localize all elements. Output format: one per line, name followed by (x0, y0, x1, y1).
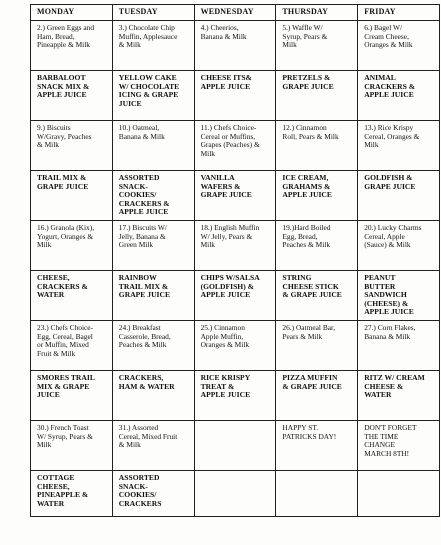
menu-cell-text: PRETZELS & GRAPE JUICE (282, 73, 334, 91)
menu-cell-text: ICE CREAM, GRAHAMS & APPLE JUICE (282, 173, 332, 200)
menu-cell-text: YELLOW CAKE W/ CHOCOLATE ICING & GRAPE JUICE (118, 73, 180, 108)
menu-cell-text: RICE KRISPY TREAT & APPLE JUICE (200, 373, 251, 400)
menu-cell-text: 20.) Lucky Charms Cereal, Apple (Sauce) & Milk (364, 223, 422, 250)
menu-cell-text: ASSORTED SNACK- COOKIES/ CRACKERS & APPLE JUICE (118, 173, 170, 217)
menu-cell (31, 221, 113, 271)
menu-cell-text: 16.) Granola (Kix), Yogurt, Oranges & Milk (37, 223, 95, 250)
menu-cell-text: ANIMAL CRACKERS & APPLE JUICE (364, 73, 416, 100)
menu-cell (358, 271, 440, 321)
menu-cell (276, 121, 358, 171)
menu-cell (276, 171, 358, 221)
menu-cell-text: HAPPY ST. PATRICKS DAY! (282, 423, 337, 441)
menu-cell-text: 6.) Bagel W/ Cream Cheese, Oranges & Milk (364, 23, 413, 50)
menu-cell (112, 171, 194, 221)
menu-cell-text: 25.) Cinnamon Apple Muffin, Oranges & Milk (200, 323, 250, 350)
menu-cell (112, 221, 194, 271)
menu-cell (112, 21, 194, 71)
menu-cell (276, 471, 358, 517)
menu-cell-text: 17.) Biscuits W/ Jelly, Banana & Green Milk (118, 223, 167, 250)
menu-cell-text: PEANUT BUTTER SANDWICH (CHEESE) & APPLE JUICE (364, 273, 414, 317)
menu-body (31, 21, 440, 517)
menu-cell-text: SMORES TRAIL MIX & GRAPE JUICE (37, 373, 95, 400)
snack-row (31, 171, 440, 221)
menu-cell (31, 321, 113, 371)
menu-cell-text: 30.) French Toast W/ Syrup, Pears & Milk (37, 423, 93, 450)
menu-cell (358, 371, 440, 421)
menu-cell-text: CHIPS W/SALSA (GOLDFISH) & APPLE JUICE (200, 273, 260, 300)
menu-cell (194, 21, 276, 71)
menu-cell (112, 271, 194, 321)
menu-cell-text: STRING CHEESE STICK & GRAPE JUICE (282, 273, 342, 300)
menu-cell (31, 121, 113, 171)
menu-cell (112, 421, 194, 471)
menu-cell (194, 421, 276, 471)
menu-cell-text: 19.)Hard Boiled Egg, Bread, Peaches & Milk (282, 223, 331, 250)
menu-cell (358, 471, 440, 517)
menu-cell (31, 21, 113, 71)
menu-cell-text: 26.) Oatmeal Bar, Pears & Milk (282, 323, 336, 341)
menu-cell-text: 10.) Oatmeal, Banana & Milk (118, 123, 165, 141)
menu-cell (194, 271, 276, 321)
menu-cell (31, 271, 113, 321)
menu-cell (31, 171, 113, 221)
menu-cell-text: GOLDFISH & GRAPE JUICE (364, 173, 416, 191)
menu-cell-text: DON'T FORGET THE TIME CHANGE MARCH 8TH! (364, 423, 417, 458)
menu-cell (276, 71, 358, 121)
menu-cell (31, 421, 113, 471)
menu-cell-text: 12.) Cinnamon Roll, Pears & Milk (282, 123, 339, 141)
header-row (31, 5, 440, 21)
menu-cell (276, 221, 358, 271)
meal-row (31, 121, 440, 171)
snack-row (31, 271, 440, 321)
menu-cell (358, 321, 440, 371)
header-tuesday: TUESDAY (112, 5, 194, 21)
menu-sheet (30, 4, 440, 517)
menu-cell-text: 23.) Chefs Choice- Egg, Cereal, Bagel or Muffin, Mixed Fruit & Milk (37, 323, 94, 358)
menu-cell-text: VANILLA WAFERS & GRAPE JUICE (200, 173, 252, 200)
menu-cell-text: 27.) Corn Flakes, Banana & Milk (364, 323, 416, 341)
snack-row (31, 471, 440, 517)
header-wednesday: WEDNESDAY (194, 5, 276, 21)
menu-cell (112, 71, 194, 121)
menu-cell (194, 121, 276, 171)
menu-cell-text: 9.) Biscuits W/Gravy, Peaches & Milk (37, 123, 92, 150)
menu-cell (358, 21, 440, 71)
menu-cell-text: RAINBOW TRAIL MIX & GRAPE JUICE (118, 273, 171, 300)
menu-cell (194, 321, 276, 371)
menu-cell (31, 71, 113, 121)
menu-cell (276, 21, 358, 71)
menu-cell-text: BARBALOOT SNACK MIX & APPLE JUICE (37, 73, 90, 100)
menu-cell (194, 71, 276, 121)
menu-cell (112, 321, 194, 371)
menu-cell-text: PIZZA MUFFIN & GRAPE JUICE (282, 373, 342, 391)
menu-cell (194, 471, 276, 517)
meal-row (31, 21, 440, 71)
menu-cell (276, 271, 358, 321)
meal-row (31, 321, 440, 371)
menu-cell (112, 121, 194, 171)
menu-cell (31, 471, 113, 517)
menu-cell (276, 371, 358, 421)
menu-cell-text: TRAIL MIX & GRAPE JUICE (37, 173, 89, 191)
menu-cell (31, 371, 113, 421)
menu-cell-text: RITZ W/ CREAM CHEESE & WATER (364, 373, 425, 400)
menu-cell (358, 121, 440, 171)
menu-cell-text: 4.) Cheerios, Banana & Milk (200, 23, 247, 41)
menu-cell-text: 3.) Chocolate Chip Muffin, Applesauce & Milk (118, 23, 178, 50)
menu-cell-text: 18.) English Muffin W/ Jelly, Pears & Milk (200, 223, 260, 250)
meal-row (31, 421, 440, 471)
menu-cell (358, 71, 440, 121)
menu-cell (194, 171, 276, 221)
menu-cell-text: 24.) Breakfast Casserole, Bread, Peaches & Milk (118, 323, 171, 350)
menu-cell-text: 11.) Chefs Choice- Cereal or Muffins, Grapes (Peaches) & Milk (200, 123, 260, 158)
menu-cell (276, 421, 358, 471)
header-monday: MONDAY (31, 5, 113, 21)
menu-cell-text: CHEESE ITS& APPLE JUICE (200, 73, 252, 91)
menu-cell-text: 2.) Green Eggs and Ham, Bread, Pineapple & Milk (37, 23, 95, 50)
menu-cell (194, 221, 276, 271)
menu-cell-text: COTTAGE CHEESE, PINEAPPLE & WATER (37, 473, 89, 508)
header-thursday: THURSDAY (276, 5, 358, 21)
menu-cell (194, 371, 276, 421)
menu-cell (112, 371, 194, 421)
snack-row (31, 71, 440, 121)
meal-row (31, 221, 440, 271)
menu-cell-text: ASSORTED SNACK- COOKIES/ CRACKERS (118, 473, 162, 508)
header-friday: FRIDAY (358, 5, 440, 21)
menu-cell (112, 471, 194, 517)
menu-cell (276, 321, 358, 371)
snack-row (31, 371, 440, 421)
menu-cell-text: CHEESE, CRACKERS & WATER (37, 273, 88, 300)
menu-cell-text: CRACKERS, HAM & WATER (118, 373, 175, 391)
menu-cell-text: 13.) Rice Krispy Cereal, Oranges & Milk (364, 123, 420, 150)
menu-cell-text: 5.) Waffle W/ Syrup, Pears & Milk (282, 23, 328, 50)
menu-cell-text: 31.) Assorted Cereal, Mixed Fruit & Milk (118, 423, 178, 450)
menu-cell (358, 221, 440, 271)
menu-cell (358, 421, 440, 471)
menu-cell (358, 171, 440, 221)
weekly-menu-table (30, 4, 440, 517)
